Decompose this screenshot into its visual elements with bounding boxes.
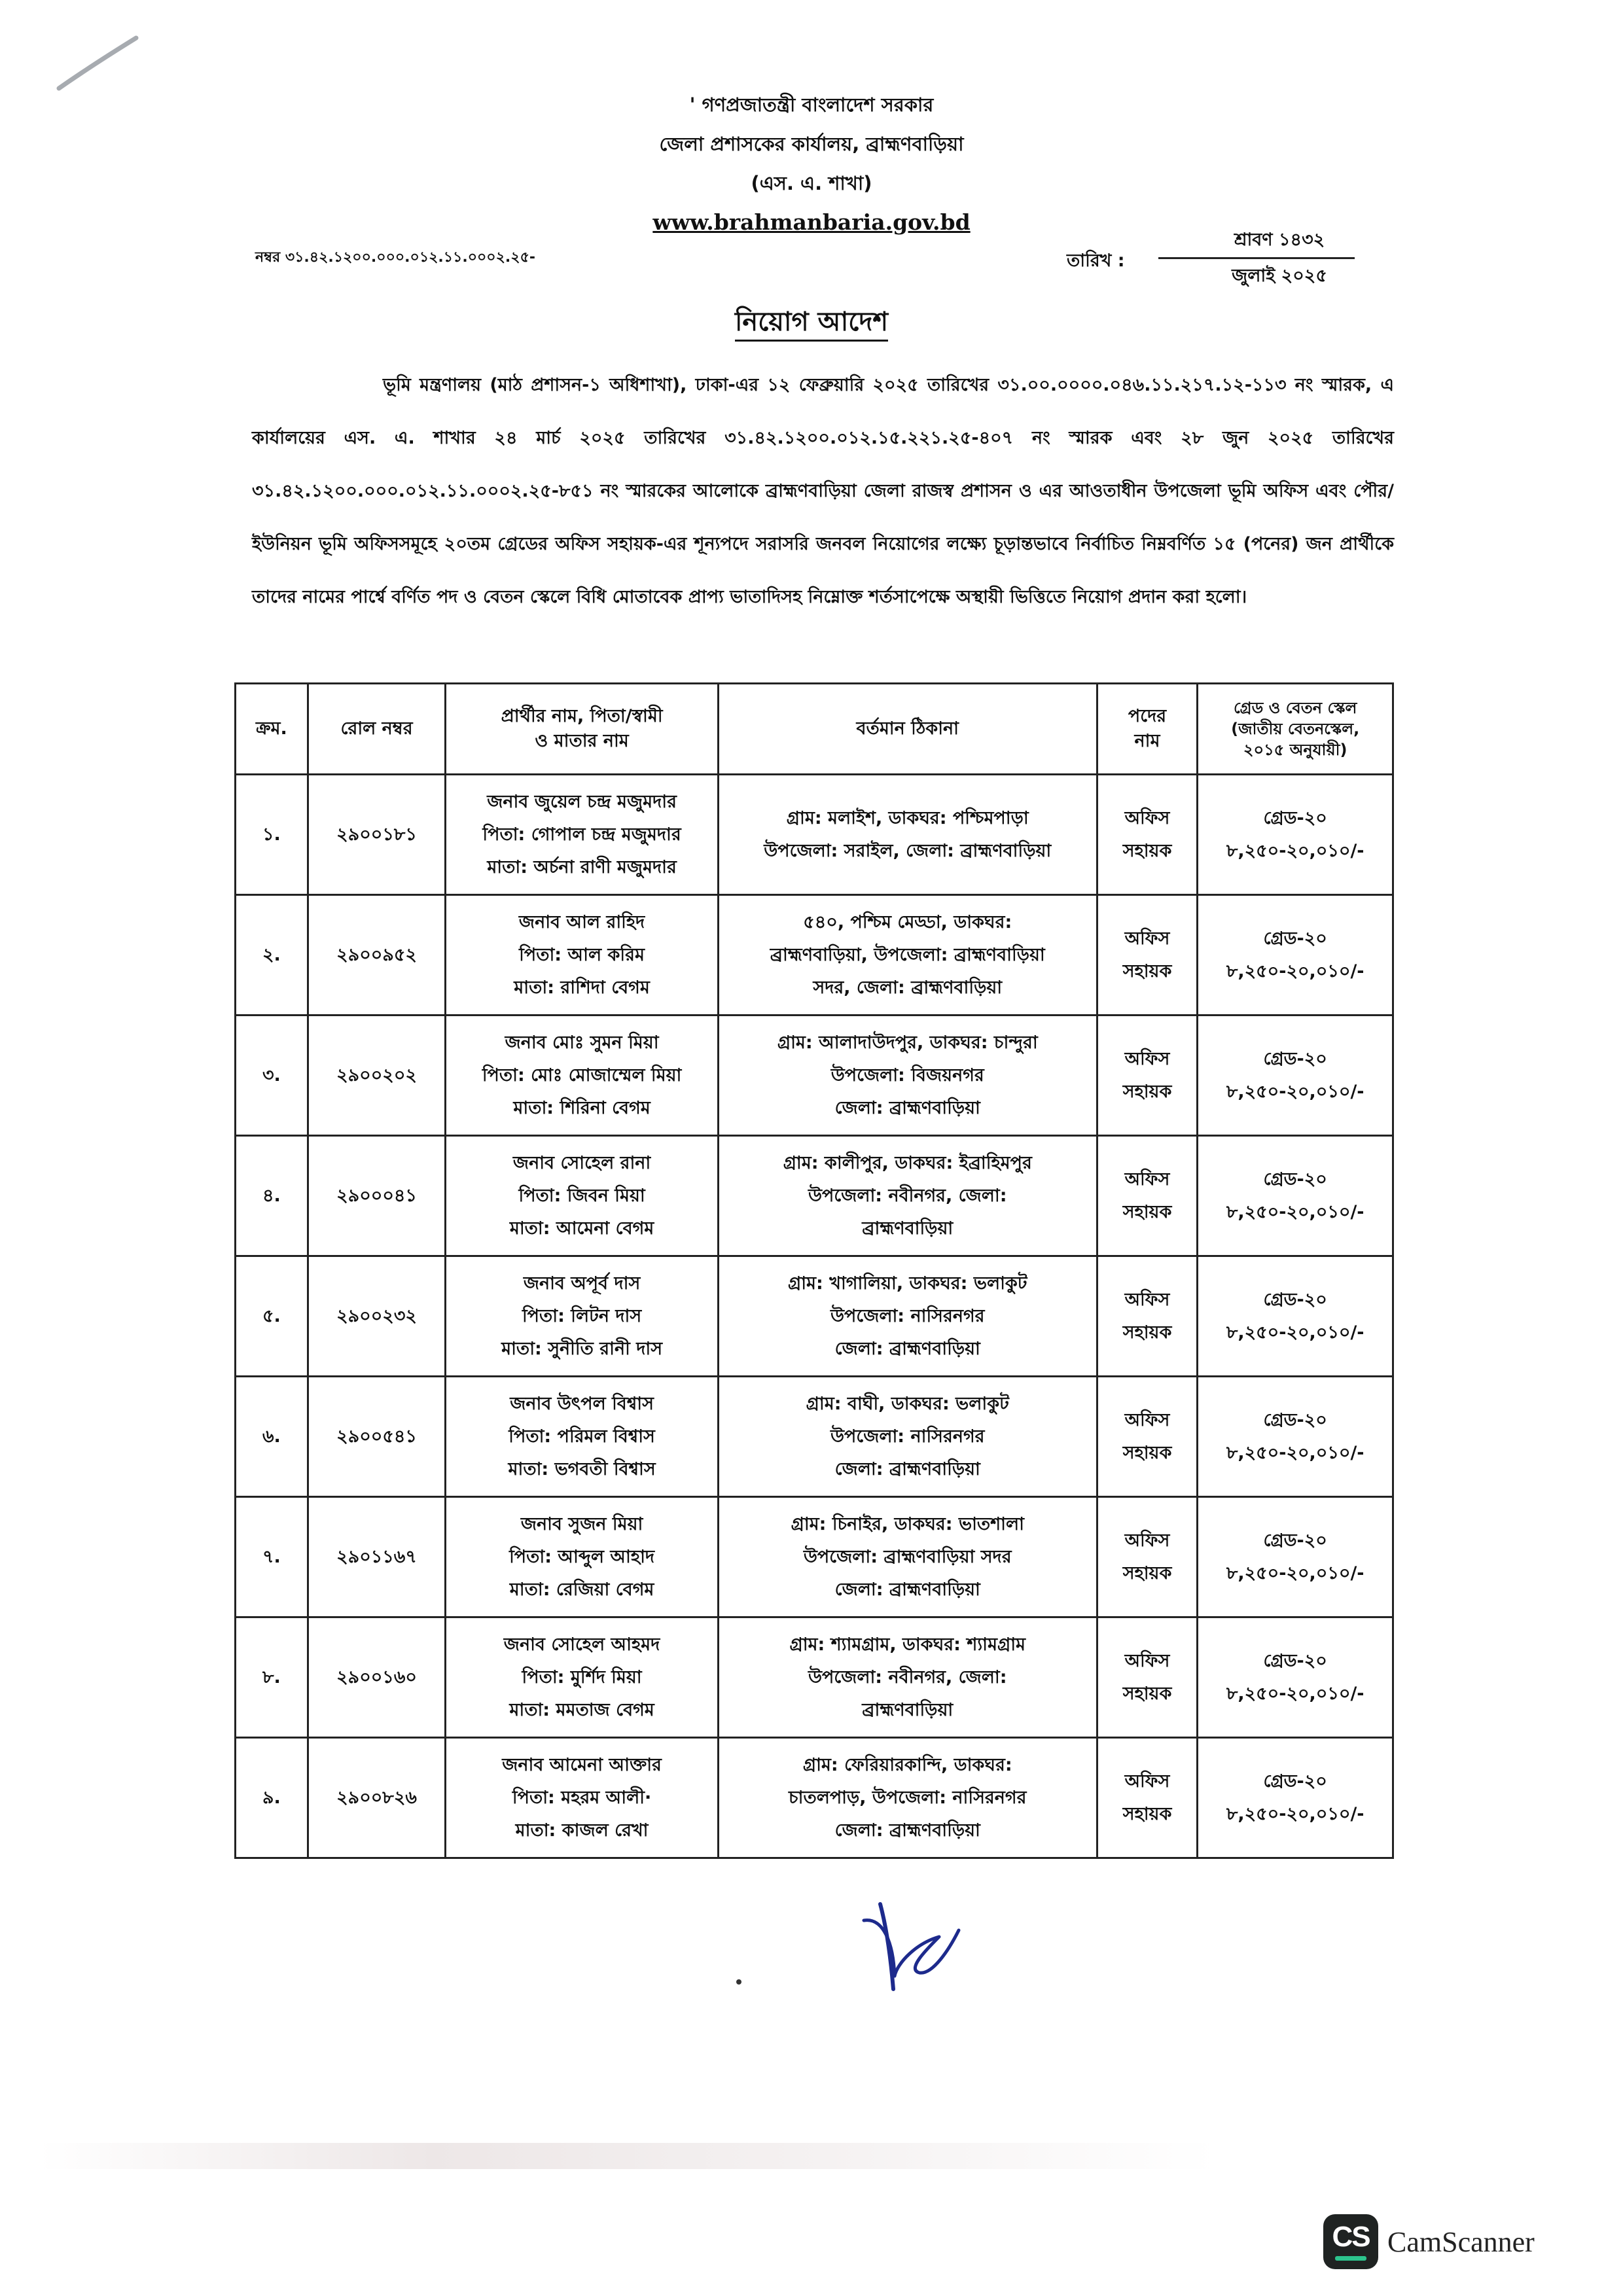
cell-roll: ২৯০০২০২	[308, 1016, 446, 1136]
address-line1: ৫৪০, পশ্চিম মেড্ডা, ডাকঘর:	[803, 911, 1012, 932]
cell-serial: ৩.	[236, 1016, 308, 1136]
order-body-paragraph: ভূমি মন্ত্রণালয় (মাঠ প্রশাসন-১ অধিশাখা), ঢাকা-এর ১২ ফেব্রুয়ারি ২০২৫ তারিখের ৩১.০০.০০০০.০৪৬.১১.২১৭.১২-১১৩ নং স্মারক, এ কার্যালয়ের এস. এ. শাখার ২৪ মার্চ ২০২৫ তারিখের ৩১.৪২.১২০০.০১২.১৫.২২১.২৫-৪০৭ নং স্মারক এবং ২৮ জুন ২০২৫ তারিখের ৩১.৪২.১২০০.০০০.০১২.১১.০০০২.২৫-৮৫১ নং স্মারকের আলোকে ব্রাহ্মণবাড়িয়া জেলা রাজস্ব প্রশাসন ও এর আওতাধীন উপজেলা ভূমি অফিস এবং পৌর/ইউনিয়ন ভূমি অফিসসমূহে ২০তম গ্রেডের অফিস সহায়ক-এর শূন্যপদে সরাসরি জনবল নিয়োগের লক্ষ্যে চূড়ান্তভাবে নির্বাচিত নিম্নবর্ণিত ১৫ (পনের) জন প্রার্থীকে তাদের নামের পার্শ্বে বর্ণিত পদ ও বেতন স্কেলে বিধি মোতাবেক প্রাপ্য ভাতাদিসহ নিম্নোক্ত শর্তসাপেক্ষে অস্থায়ী ভিত্তিতে নিয়োগ প্রদান করা হলো।	[252, 375, 1394, 607]
table-row	[236, 1738, 1393, 1858]
header-grade-line1: গ্রেড ও বেতন স্কেল	[1233, 699, 1357, 717]
cell-grade	[1198, 1497, 1393, 1617]
candidate-father: পিতা: জিবন মিয়া	[518, 1185, 645, 1206]
candidate-mother: মাতা: অর্চনা রাণী মজুমদার	[487, 857, 677, 877]
post-line1: অফিস	[1124, 1650, 1170, 1671]
candidate-name: জনাব সোহেল রানা	[512, 1152, 651, 1173]
date-block	[1158, 226, 1355, 291]
website-link[interactable]: www.brahmanbaria.gov.bd	[652, 209, 971, 235]
post-line1: অফিস	[1124, 1409, 1170, 1430]
appointee-table	[234, 682, 1394, 1859]
candidate-mother: মাতা: মমতাজ বেগম	[509, 1699, 654, 1720]
table-row	[236, 1256, 1393, 1377]
camscanner-watermark	[1323, 2214, 1535, 2269]
camscanner-brand: CamScanner	[1387, 2225, 1535, 2258]
date-bangla: শ্রাবণ ১৪৩২	[1234, 230, 1325, 250]
table-row	[236, 1136, 1393, 1256]
address-line2: উপজেলা: নাসিরনগর	[830, 1426, 985, 1447]
pay-scale: ৮,২৫০-২০,০১০/-	[1226, 961, 1364, 981]
cell-serial: ৯.	[236, 1738, 308, 1858]
ink-dot	[736, 1979, 741, 1985]
cell-name	[446, 1738, 718, 1858]
address-line2: উপজেলা: নাসিরনগর	[830, 1305, 985, 1326]
header-post	[1097, 684, 1198, 775]
cell-address	[718, 1738, 1097, 1858]
address-line1: গ্রাম: খাগালিয়া, ডাকঘর: ভলাকুট	[787, 1273, 1027, 1294]
table-row	[236, 1497, 1393, 1617]
address-line2: উপজেলা: নবীনগর, জেলা:	[808, 1185, 1007, 1206]
candidate-mother: মাতা: রেজিয়া বেগম	[509, 1579, 654, 1600]
cell-roll: ২৯০০৫৪১	[308, 1377, 446, 1497]
candidate-name: জনাব আমেনা আক্তার	[502, 1754, 662, 1775]
cell-serial: ৮.	[236, 1617, 308, 1738]
pay-scale: ৮,২৫০-২০,০১০/-	[1226, 840, 1364, 861]
section-name: (এস. এ. শাখা)	[751, 172, 872, 194]
office-name: জেলা প্রশাসকের কার্যালয়, ব্রাহ্মণবাড়িয়া	[659, 133, 964, 155]
cell-post	[1097, 1617, 1198, 1738]
candidate-mother: মাতা: কাজল রেখা	[515, 1820, 649, 1841]
candidate-mother: মাতা: সুনীতি রানী দাস	[501, 1338, 663, 1359]
cell-serial: ১.	[236, 775, 308, 895]
candidate-mother: মাতা: রাশিদা বেগম	[514, 977, 650, 998]
candidate-name: জনাব অপূর্ব দাস	[523, 1273, 641, 1294]
cell-roll: ২৯০০১৬০	[308, 1617, 446, 1738]
address-line2: চাতলপাড়, উপজেলা: নাসিরনগর	[789, 1787, 1027, 1808]
grade-label: গ্রেড-২০	[1263, 928, 1327, 949]
candidate-father: পিতা: আল করিম	[519, 944, 645, 965]
header-grade-line3: ২০১৫ অনুযায়ী)	[1243, 741, 1347, 759]
address-line3: জেলা: ব্রাহ্মণবাড়িয়া	[834, 1097, 980, 1118]
post-line2: সহায়ক	[1122, 1803, 1172, 1824]
post-line2: সহায়ক	[1122, 1081, 1172, 1102]
cell-address	[718, 895, 1097, 1016]
cell-roll: ২৯০০২৩২	[308, 1256, 446, 1377]
camscanner-logo-icon	[1323, 2214, 1378, 2269]
cell-grade	[1198, 1738, 1393, 1858]
address-line3: সদর, জেলা: ব্রাহ্মণবাড়িয়া	[813, 977, 1003, 998]
post-line1: অফিস	[1124, 1771, 1170, 1792]
grade-label: গ্রেড-২০	[1263, 1530, 1327, 1551]
post-line2: সহায়ক	[1122, 961, 1172, 981]
cell-grade	[1198, 775, 1393, 895]
date-english: জুলাই ২০২৫	[1232, 266, 1327, 286]
cell-address	[718, 1016, 1097, 1136]
grade-label: গ্রেড-২০	[1263, 1289, 1327, 1310]
candidate-name: জনাব মোঃ সুমন মিয়া	[505, 1032, 659, 1053]
document-title-wrap	[0, 301, 1623, 345]
address-line2: উপজেলা: ব্রাহ্মণবাড়িয়া সদর	[803, 1546, 1012, 1567]
header-grade	[1198, 684, 1393, 775]
header-name	[446, 684, 718, 775]
post-line2: সহায়ক	[1122, 1201, 1172, 1222]
cell-post	[1097, 895, 1198, 1016]
cell-grade	[1198, 1377, 1393, 1497]
cell-name	[446, 1016, 718, 1136]
post-line2: সহায়ক	[1122, 1683, 1172, 1704]
cell-grade	[1198, 895, 1393, 1016]
post-line2: সহায়ক	[1122, 1442, 1172, 1463]
cell-roll: ২৯০০০৪১	[308, 1136, 446, 1256]
grade-label: গ্রেড-২০	[1263, 1169, 1327, 1190]
handwritten-signature	[854, 1898, 965, 2002]
cell-name	[446, 895, 718, 1016]
header-grade-line2: (জাতীয় বেতনস্কেল,	[1231, 720, 1360, 738]
candidate-mother: মাতা: শিরিনা বেগম	[513, 1097, 651, 1118]
post-line1: অফিস	[1124, 928, 1170, 949]
table-row	[236, 1016, 1393, 1136]
table-row	[236, 775, 1393, 895]
post-line1: অফিস	[1124, 1530, 1170, 1551]
cell-post	[1097, 1497, 1198, 1617]
header-roll: রোল নম্বর	[308, 684, 446, 775]
cell-name	[446, 1497, 718, 1617]
cell-address	[718, 1497, 1097, 1617]
pay-scale: ৮,২৫০-২০,০১০/-	[1226, 1803, 1364, 1824]
address-line3: জেলা: ব্রাহ্মণবাড়িয়া	[834, 1458, 980, 1479]
candidate-name: জনাব সুজন মিয়া	[520, 1513, 643, 1534]
table-row	[236, 1617, 1393, 1738]
candidate-name: জনাব সোহেল আহমদ	[503, 1634, 660, 1655]
cell-roll: ২৯০১১৬৭	[308, 1497, 446, 1617]
pay-scale: ৮,২৫০-২০,০১০/-	[1226, 1322, 1364, 1343]
header-name-line2: ও মাতার নাম	[535, 731, 629, 751]
cell-serial: ৪.	[236, 1136, 308, 1256]
cell-roll: ২৯০০১৮১	[308, 775, 446, 895]
cell-post	[1097, 1738, 1198, 1858]
pay-scale: ৮,২৫০-২০,০১০/-	[1226, 1201, 1364, 1222]
grade-label: গ্রেড-২০	[1263, 1771, 1327, 1792]
cell-name	[446, 1617, 718, 1738]
cell-serial: ৭.	[236, 1497, 308, 1617]
cell-grade	[1198, 1016, 1393, 1136]
cell-grade	[1198, 1256, 1393, 1377]
cell-post	[1097, 1256, 1198, 1377]
header-address: বর্তমান ঠিকানা	[718, 684, 1097, 775]
address-line2: উপজেলা: সরাইল, জেলা: ব্রাহ্মণবাড়িয়া	[764, 840, 1052, 861]
cell-name	[446, 1256, 718, 1377]
address-line2: উপজেলা: নবীনগর, জেলা:	[808, 1667, 1007, 1687]
table-header-row	[236, 684, 1393, 775]
candidate-name: জনাব আল রাহিদ	[518, 911, 645, 932]
post-line2: সহায়ক	[1122, 1322, 1172, 1343]
cell-post	[1097, 1377, 1198, 1497]
table-row	[236, 1377, 1393, 1497]
cell-roll: ২৯০০৮২৬	[308, 1738, 446, 1858]
candidate-father: পিতা: মোঃ মোজাম্মেল মিয়া	[482, 1065, 682, 1086]
post-line1: অফিস	[1124, 1289, 1170, 1310]
camscanner-logo-text: CS	[1332, 2221, 1370, 2253]
address-line1: গ্রাম: মলাইশ, ডাকঘর: পশ্চিমপাড়া	[786, 807, 1029, 828]
cell-name	[446, 1377, 718, 1497]
document-title: নিয়োগ আদেশ	[735, 307, 888, 342]
candidate-father: পিতা: পরিমল বিশ্বাস	[508, 1426, 655, 1447]
post-line2: সহায়ক	[1122, 840, 1172, 861]
post-line1: অফিস	[1124, 1169, 1170, 1190]
letterhead	[0, 85, 1623, 242]
pay-scale: ৮,২৫০-২০,০১০/-	[1226, 1081, 1364, 1102]
address-line1: গ্রাম: আলাদাউদপুর, ডাকঘর: চান্দুরা	[777, 1032, 1038, 1053]
candidate-father: পিতা: লিটন দাস	[522, 1305, 642, 1326]
address-line1: গ্রাম: চিনাইর, ডাকঘর: ভাতশালা	[791, 1513, 1024, 1534]
grade-label: গ্রেড-২০	[1263, 807, 1327, 828]
date-divider	[1158, 257, 1355, 259]
camscanner-logo-bar	[1335, 2256, 1366, 2261]
cell-serial: ৬.	[236, 1377, 308, 1497]
candidate-father: পিতা: আব্দুল আহাদ	[509, 1546, 655, 1567]
cell-roll: ২৯০০৯৫২	[308, 895, 446, 1016]
header-serial: ক্রম.	[236, 684, 308, 775]
address-line3: ব্রাহ্মণবাড়িয়া	[862, 1218, 954, 1239]
candidate-mother: মাতা: ভগবতী বিশ্বাস	[508, 1458, 656, 1479]
cell-address	[718, 1256, 1097, 1377]
address-line2: ব্রাহ্মণবাড়িয়া, উপজেলা: ব্রাহ্মণবাড়িয়া	[770, 944, 1045, 965]
cell-post	[1097, 1136, 1198, 1256]
address-line3: জেলা: ব্রাহ্মণবাড়িয়া	[834, 1338, 980, 1359]
candidate-mother: মাতা: আমেনা বেগম	[509, 1218, 654, 1239]
government-name: ' গণপ্রজাতন্ত্রী বাংলাদেশ সরকার	[689, 94, 934, 116]
grade-label: গ্রেড-২০	[1263, 1409, 1327, 1430]
header-name-line1: প্রার্থীর নাম, পিতা/স্বামী	[501, 706, 663, 726]
candidate-name: জনাব উৎপল বিশ্বাস	[510, 1393, 654, 1414]
address-line1: গ্রাম: শ্যামগ্রাম, ডাকঘর: শ্যামগ্রাম	[789, 1634, 1026, 1655]
cell-serial: ৫.	[236, 1256, 308, 1377]
cell-grade	[1198, 1136, 1393, 1256]
cell-name	[446, 1136, 718, 1256]
grade-label: গ্রেড-২০	[1263, 1650, 1327, 1671]
cell-grade	[1198, 1617, 1393, 1738]
scan-smudge	[39, 2143, 1217, 2169]
cell-post	[1097, 1016, 1198, 1136]
cell-address	[718, 775, 1097, 895]
cell-post	[1097, 775, 1198, 895]
address-line1: গ্রাম: ফেরিয়ারকান্দি, ডাকঘর:	[802, 1754, 1012, 1775]
address-line1: গ্রাম: কালীপুর, ডাকঘর: ইব্রাহিমপুর	[783, 1152, 1032, 1173]
header-post-line1: পদের	[1128, 706, 1167, 726]
candidate-name: জনাব জুয়েল চন্দ্র মজুমদার	[487, 791, 677, 812]
pay-scale: ৮,২৫০-২০,০১০/-	[1226, 1442, 1364, 1463]
cell-address	[718, 1617, 1097, 1738]
pay-scale: ৮,২৫০-২০,০১০/-	[1226, 1563, 1364, 1583]
candidate-father: পিতা: মহরম আলী·	[512, 1787, 652, 1808]
candidate-father: পিতা: গোপাল চন্দ্র মজুমদার	[482, 824, 681, 845]
address-line2: উপজেলা: বিজয়নগর	[830, 1065, 984, 1086]
pay-scale: ৮,২৫০-২০,০১০/-	[1226, 1683, 1364, 1704]
cell-address	[718, 1377, 1097, 1497]
cell-address	[718, 1136, 1097, 1256]
candidate-father: পিতা: মুর্শিদ মিয়া	[522, 1667, 642, 1687]
address-line1: গ্রাম: বাঘী, ডাকঘর: ভলাকুট	[806, 1393, 1009, 1414]
address-line3: ব্রাহ্মণবাড়িয়া	[862, 1699, 954, 1720]
grade-label: গ্রেড-২০	[1263, 1048, 1327, 1069]
cell-serial: ২.	[236, 895, 308, 1016]
address-line3: জেলা: ব্রাহ্মণবাড়িয়া	[834, 1579, 980, 1600]
post-line1: অফিস	[1124, 1048, 1170, 1069]
header-post-line2: নাম	[1134, 731, 1160, 751]
table-row	[236, 895, 1393, 1016]
post-line1: অফিস	[1124, 807, 1170, 828]
cell-name	[446, 775, 718, 895]
post-line2: সহায়ক	[1122, 1563, 1172, 1583]
address-line3: জেলা: ব্রাহ্মণবাড়িয়া	[834, 1820, 980, 1841]
memo-number: নম্বর ৩১.৪২.১২০০.০০০.০১২.১১.০০০২.২৫-	[255, 249, 535, 266]
date-label: তারিখ :	[1067, 251, 1125, 271]
